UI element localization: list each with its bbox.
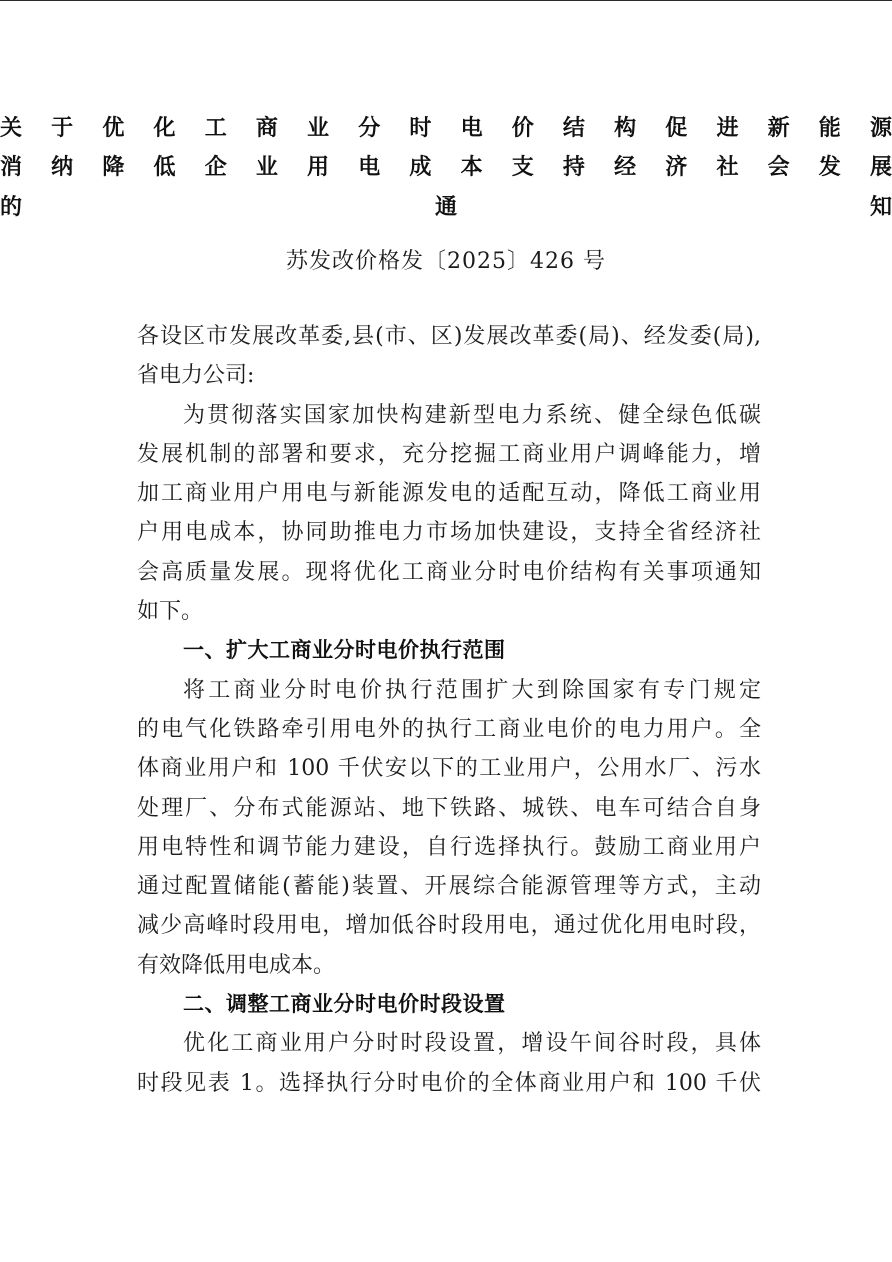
salutation-line: 各设区市发展改革委,县(市、区)发展改革委(局)、经发委(局),: [137, 324, 761, 349]
paragraph-line: 减少高峰时段用电，增加低谷时段用电，通过优化用电时段，: [137, 913, 761, 939]
paragraph-line: 加工商业用户用电与新能源发电的适配互动，降低工商业用: [137, 481, 761, 507]
paragraph-line: 会高质量发展。现将优化工商业分时电价结构有关事项通知: [137, 559, 761, 585]
title-line: 的通知: [0, 193, 892, 220]
paragraph-line: 通过配置储能(蓄能)装置、开展综合能源管理等方式，主动: [137, 874, 761, 900]
title-line: 消纳降低企业用电成本支持经济社会发展: [0, 154, 892, 181]
document-title: [0, 109, 892, 227]
paragraph-line: 为贯彻落实国家加快构建新型电力系统、健全绿色低碳: [183, 402, 761, 428]
paragraph-line: 户用电成本，协同助推电力市场加快建设，支持全省经济社: [137, 520, 761, 546]
paragraph-line: 时段见表 1。选择执行分时电价的全体商业用户和 100 千伏: [137, 1070, 761, 1096]
paragraph-line: 发展机制的部署和要求，充分挖掘工商业用户调峰能力，增: [137, 441, 761, 467]
title-line: 关于优化工商业分时电价结构促进新能源: [0, 115, 892, 141]
paragraph-line: 如下。: [137, 599, 204, 625]
paragraph-line: 处理厂、分布式能源站、地下铁路、城铁、电车可结合自身: [137, 795, 761, 821]
document-body: [137, 317, 761, 1103]
section-heading: 一、扩大工商业分时电价执行范围: [183, 638, 506, 663]
document-number: 苏发改价格发〔2025〕426 号: [286, 249, 606, 274]
paragraph-line: 的电气化铁路牵引用电外的执行工商业电价的电力用户。全: [137, 716, 761, 742]
paragraph-line: 优化工商业用户分时时段设置，增设午间谷时段，具体: [183, 1031, 761, 1057]
section-heading: 二、调整工商业分时电价时段设置: [183, 992, 506, 1017]
paragraph-line: 将工商业分时电价执行范围扩大到除国家有专门规定: [183, 677, 761, 703]
paragraph-line: 体商业用户和 100 千伏安以下的工业用户，公用水厂、污水: [137, 756, 761, 782]
paragraph-line: 有效降低用电成本。: [137, 952, 336, 978]
salutation-line: 省电力公司:: [137, 363, 255, 389]
paragraph-line: 用电特性和调节能力建设，自行选择执行。鼓励工商业用户: [137, 834, 761, 860]
